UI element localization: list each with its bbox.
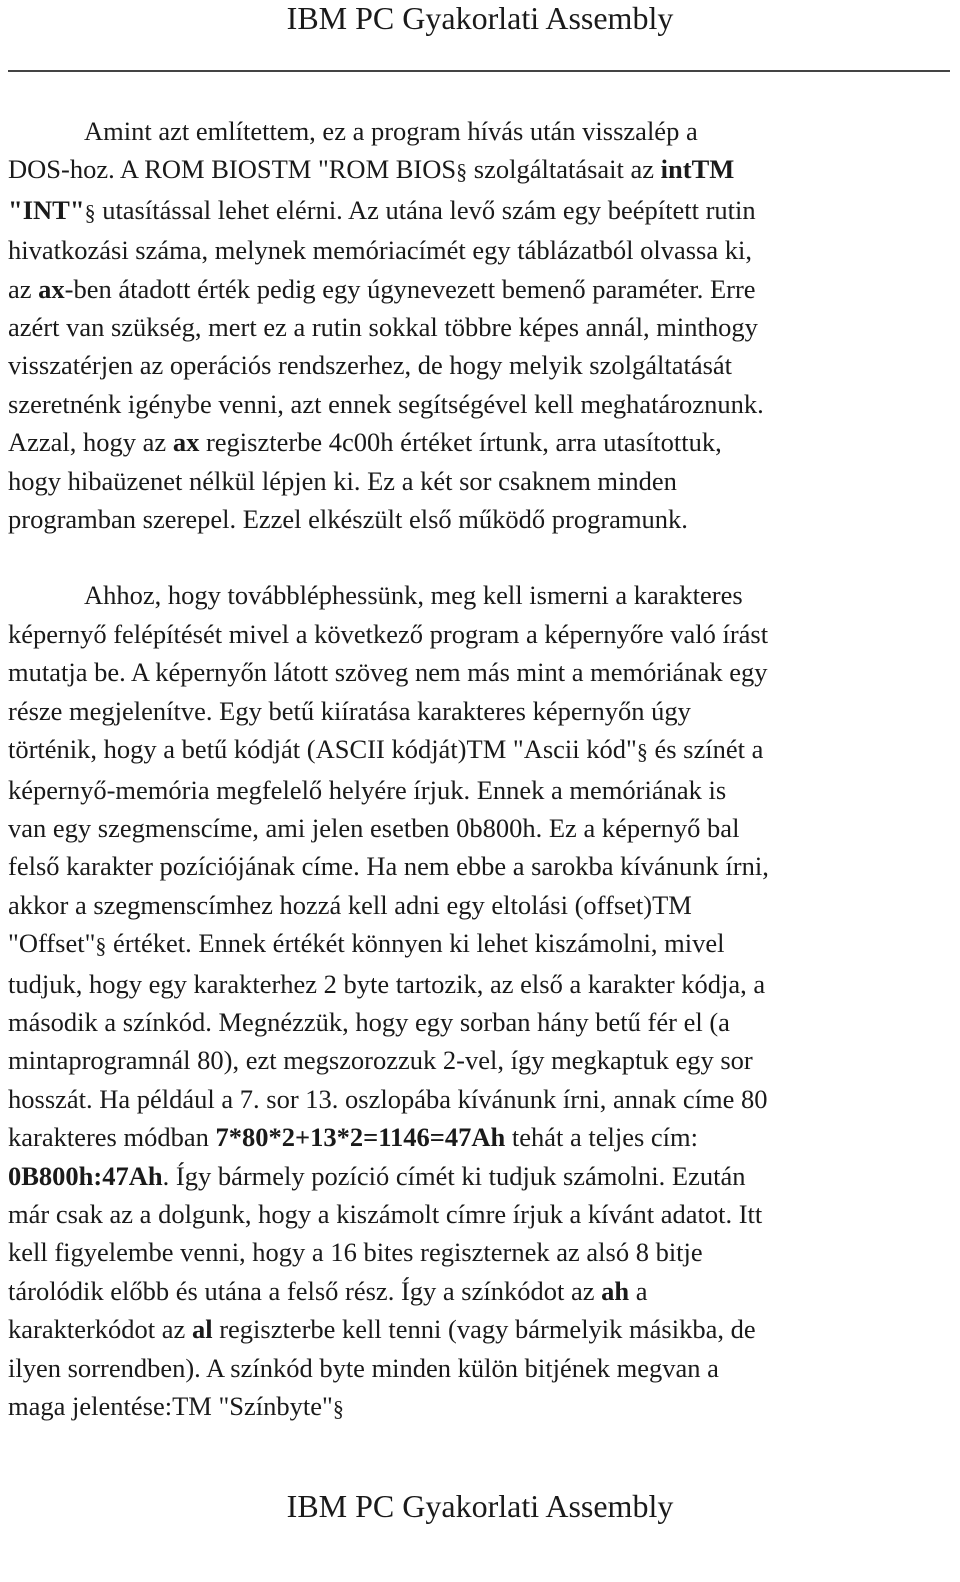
text-line: mutatja be. A képernyőn látott szöveg nem más mint a memóriának egy: [8, 657, 768, 688]
full-address: 0B800h:47Ah: [8, 1160, 163, 1191]
text-run: tehát a teljes cím:: [505, 1122, 699, 1153]
section-sign-icon: §: [84, 199, 96, 225]
text-run: karakteres módban: [8, 1122, 216, 1153]
text-line: [8, 1387, 948, 1427]
text-line: mintaprogramnál 80), ezt megszorozzuk 2-vel, így megkaptuk egy sor: [8, 1045, 753, 1076]
text-run: "Offset": [8, 928, 96, 959]
text-run: utasítással lehet elérni. Az utána levő szám egy beépített rutin: [95, 194, 756, 225]
text-line: programban szerepel. Ezzel elkészült első működő programunk.: [8, 504, 688, 535]
text-line: akkor a szegmenscímhez hozzá kell adni egy eltolási (offset)TM: [8, 889, 692, 920]
section-sign-icon: §: [332, 1396, 344, 1421]
text-line: már csak az a dolgunk, hogy a kiszámolt címre írjuk a kívánt adatot. Itt: [8, 1198, 763, 1229]
text-run: karakterkódot az: [8, 1314, 192, 1345]
text-run: maga jelentése:TM "Színbyte": [8, 1391, 333, 1421]
text-run: és színét a: [647, 734, 764, 765]
address-formula: 7*80*2+13*2=1146=47Ah: [215, 1122, 506, 1153]
text-line: kell figyelembe venni, hogy a 16 bites regiszternek az alsó 8 bitje: [8, 1237, 703, 1268]
keyword-int: intTM: [660, 154, 735, 185]
text-line: [8, 1157, 948, 1195]
section-sign-icon: §: [95, 933, 107, 959]
text-run: értéket. Ennek értékét könnyen ki lehet kiszámolni, mivel: [106, 928, 725, 959]
text-run: történik, hogy a betű kódját (ASCII kódját)TM "Ascii kód": [8, 734, 637, 765]
paragraph-2: [8, 576, 948, 1427]
text-run: Azzal, hogy az: [8, 427, 173, 458]
text-line: Amint azt említettem, ez a program hívás után visszalép a: [84, 116, 698, 146]
text-line: [8, 150, 948, 190]
text-line: [8, 730, 948, 770]
page-footer: IBM PC Gyakorlati Assembly: [286, 1488, 674, 1524]
text-line: van egy szegmenscíme, ami jelen esetben 0b800h. Ez a képernyő bal: [8, 812, 740, 843]
text-run: regiszterbe kell tenni (vagy bármelyik másikba, de: [212, 1314, 756, 1345]
keyword-int-quoted: "INT": [8, 194, 85, 225]
text-line: képernyő-memória megfelelő helyére írjuk. Ennek a memóriának is: [8, 774, 727, 805]
text-line: képernyő felépítését mivel a következő program a képernyőre való írást: [8, 618, 769, 649]
text-run: az: [8, 273, 39, 304]
text-line: ilyen sorrendben). A színkód byte minden külön bitjének megvan a: [8, 1352, 719, 1383]
text-line: szeretnénk igénybe venni, azt ennek segítségével kell meghatároznunk.: [8, 388, 764, 419]
text-run: DOS-hoz. A ROM BIOSTM "ROM BIOS: [8, 154, 457, 185]
text-line: hosszát. Ha például a 7. sor 13. oszlopába kívánunk írni, annak címe 80: [8, 1083, 768, 1114]
document-body: [8, 112, 948, 1427]
text-line: [8, 1310, 948, 1348]
text-line: felső karakter pozíciójának címe. Ha nem ebbe a sarokba kívánunk írni,: [8, 851, 769, 882]
register-ax: ax: [38, 273, 65, 304]
text-line: [8, 191, 948, 231]
header-divider: [8, 70, 950, 72]
section-sign-icon: §: [456, 159, 468, 185]
text-run: a: [629, 1275, 648, 1306]
register-ah: ah: [601, 1275, 630, 1306]
text-line: [8, 1118, 948, 1156]
page-header: IBM PC Gyakorlati Assembly: [286, 0, 674, 36]
text-line: [8, 924, 948, 964]
text-line: hogy hibaüzenet nélkül lépjen ki. Ez a két sor csaknem minden: [8, 465, 677, 496]
paragraph-1: [8, 112, 948, 538]
section-sign-icon: §: [636, 739, 648, 765]
text-line: része megjelenítve. Egy betű kiíratása karakteres képernyőn úgy: [8, 695, 691, 726]
text-line: hivatkozási száma, melynek memóriacímét egy táblázatból olvassa ki,: [8, 235, 752, 266]
register-ax: ax: [172, 427, 200, 458]
text-run: -ben átadott érték pedig egy úgynevezett bemenő paraméter. Erre: [64, 273, 756, 304]
text-line: [8, 423, 948, 461]
text-run: regiszterbe 4c00h értéket írtunk, arra utasítottuk,: [199, 427, 722, 458]
text-line: második a színkód. Megnézzük, hogy egy sorban hány betű fér el (a: [8, 1006, 730, 1037]
text-line: Ahhoz, hogy továbbléphessünk, meg kell ismerni a karakteres: [84, 580, 743, 611]
text-line: azért van szükség, mert ez a rutin sokkal többre képes annál, minthogy: [8, 312, 758, 343]
text-run: . Így bármely pozíció címét ki tudjuk számolni. Ezután: [162, 1160, 746, 1191]
text-line: visszatérjen az operációs rendszerhez, de hogy melyik szolgáltatását: [8, 350, 733, 381]
text-line: tudjuk, hogy egy karakterhez 2 byte tartozik, az első a karakter kódja, a: [8, 968, 766, 999]
text-line: [8, 1272, 948, 1310]
register-al: al: [191, 1314, 213, 1345]
text-run: szolgáltatásait az: [467, 154, 661, 185]
text-run: tárolódik előbb és utána a felső rész. Így a színkódot az: [8, 1275, 602, 1306]
text-line: [8, 270, 948, 308]
